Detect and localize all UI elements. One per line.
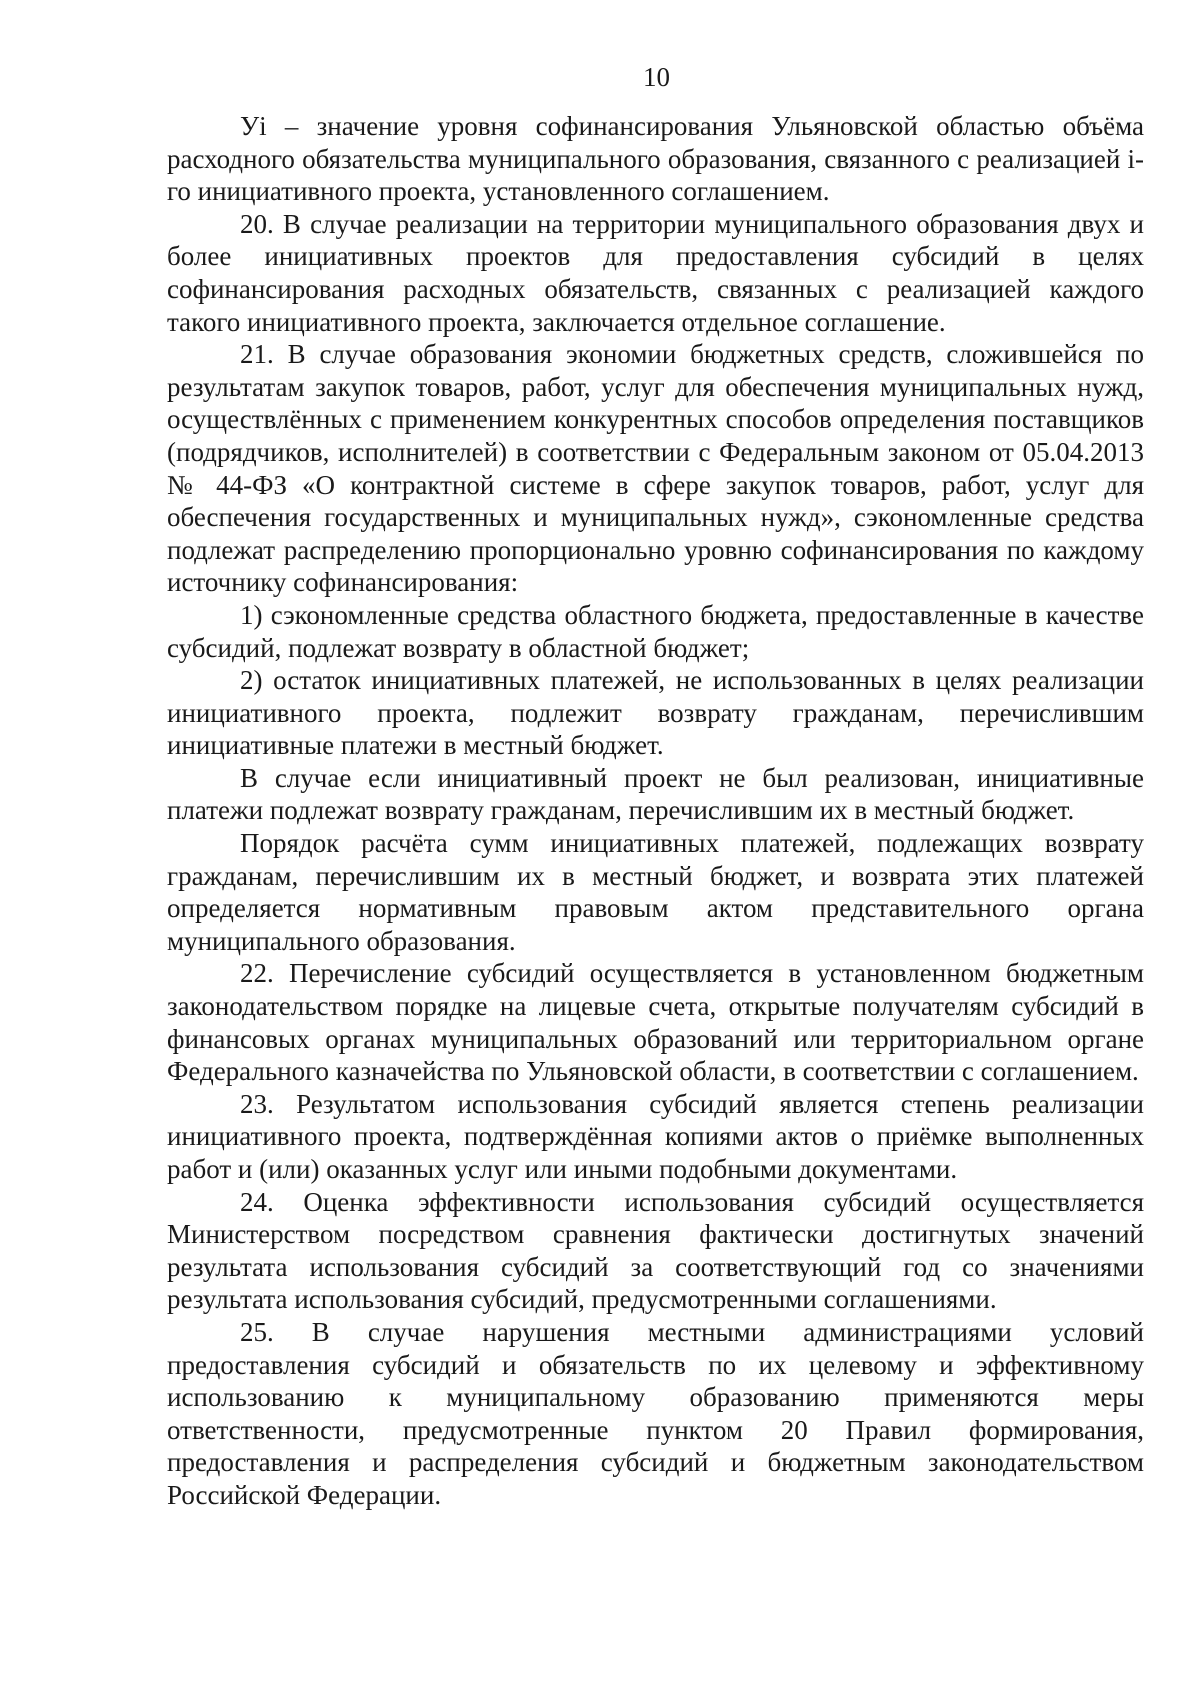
paragraph-23: 23. Результатом использования субсидий является степень реализации инициативного проекта, подтверждённая копиями актов о приёмке выполненных работ и (или) оказанных услуг или иными подобными документами. xyxy=(167,1088,1144,1184)
paragraph-22: 22. Перечисление субсидий осуществляется в установленном бюджетным законодательством порядке на лицевые счета, открытые получателям субсидий в финансовых органах муниципальных образований или территориальном органе Федерального казначейства по Ульяновской области, в соответствии с соглашением. xyxy=(167,958,1144,1087)
paragraph-refund-procedure: Порядок расчёта сумм инициативных платежей, подлежащих возврату гражданам, перечислившим их в местный бюджет, и возврата этих платежей определяется нормативным правовым актом представительного органа муниципального образования. xyxy=(167,828,1144,956)
paragraph-25: 25. В случае нарушения местными администрациями условий предоставления субсидий и обязательств по их целевому и эффективному использованию к муниципальному образованию применяются меры ответственности, предусмотренные пунктом 20 Правил формирования, предоставления и распределения субсидий и бюджетным законодательством Российской Федерации. xyxy=(167,1316,1144,1510)
paragraph-21-item-2: 2) остаток инициативных платежей, не использованных в целях реализации инициативного проекта, подлежит возврату гражданам, перечислившим инициативные платежи в местный бюджет. xyxy=(167,665,1144,761)
page-number: 10 xyxy=(643,62,670,92)
document-body xyxy=(167,110,1144,1512)
paragraph-21-item-1: 1) сэкономленные средства областного бюджета, предоставленные в качестве субсидий, подлежат возврату в областной бюджет; xyxy=(167,599,1144,663)
paragraph-21: 21. В случае образования экономии бюджетных средств, сложившейся по результатам закупок товаров, работ, услуг для обеспечения муниципальных нужд, осуществлённых с применением конкурентных способов определения поставщиков (подрядчиков, исполнителей) в соответствии с Федеральным законом от 05.04.2013 № 44-ФЗ «О контрактной системе в сфере закупок товаров, работ, услуг для обеспечения государственных и муниципальных нужд», сэкономленные средства подлежат распределению пропорционально уровню софинансирования по каждому источнику софинансирования: xyxy=(167,339,1144,598)
paragraph-not-implemented: В случае если инициативный проект не был реализован, инициативные платежи подлежат возврату гражданам, перечислившим их в местный бюджет. xyxy=(167,762,1144,826)
paragraph-20: 20. В случае реализации на территории муниципального образования двух и более инициативных проектов для предоставления субсидий в целях софинансирования расходных обязательств, связанных с реализацией каждого такого инициативного проекта, заключается отдельное соглашение. xyxy=(167,208,1144,337)
paragraph-yi-definition: Уi – значение уровня софинансирования Ульяновской областью объёма расходного обязательства муниципального образования, связанного с реализацией i-го инициативного проекта, установленного соглашением. xyxy=(167,111,1144,207)
paragraph-24: 24. Оценка эффективности использования субсидий осуществляется Министерством посредством сравнения фактически достигнутых значений результата использования субсидий за соответствующий год со значениями результата использования субсидий, предусмотренными соглашениями. xyxy=(167,1186,1144,1315)
